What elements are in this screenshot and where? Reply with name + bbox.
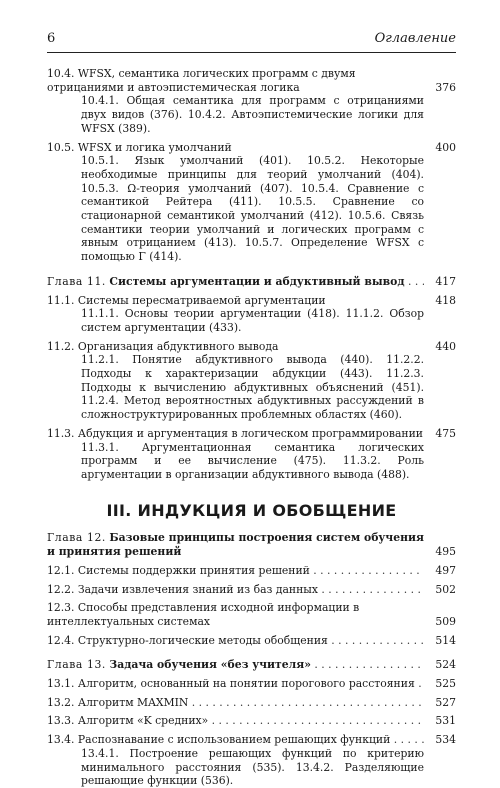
- toc-section-11-2[interactable]: [47, 340, 456, 354]
- chapter-label: Глава 12.: [47, 531, 106, 545]
- toc-section-10-5[interactable]: [47, 141, 456, 155]
- section-number: 10.5.: [47, 140, 75, 154]
- section-title: Распознавание с использованием решающих функций: [77, 733, 391, 747]
- toc-section-11-3[interactable]: [47, 427, 456, 441]
- section-number: 10.4.: [47, 67, 75, 80]
- section-page: 514: [435, 633, 456, 647]
- toc-section-13-4[interactable]: [47, 733, 456, 747]
- section-page: 497: [435, 563, 456, 577]
- toc-section-12-1[interactable]: [47, 564, 456, 578]
- section-page: 502: [435, 582, 456, 596]
- section-title: Алгоритм MAXMIN: [77, 695, 189, 709]
- toc-section-12-4[interactable]: [47, 634, 456, 648]
- section-title: Системы поддержки принятия решений: [77, 563, 310, 577]
- section-number: 13.1.: [47, 677, 75, 691]
- section-page: 527: [435, 695, 456, 709]
- toc-section-10-4[interactable]: [47, 67, 456, 94]
- section-title: WFSX и логика умолчаний: [77, 140, 232, 154]
- subsection-list: 11.1.1. Основы теории аргументации (418). 11.1.2. Обзор систем аргументации (433).: [81, 307, 424, 334]
- running-title: Оглавление: [374, 31, 456, 46]
- section-title: Задачи извлечения знаний из баз данных: [77, 582, 318, 596]
- toc-chapter-12[interactable]: [47, 531, 456, 558]
- toc-section-11-1[interactable]: [47, 294, 456, 308]
- chapter-page: 495: [435, 545, 456, 559]
- section-number: 13.3.: [47, 714, 75, 728]
- header-rule: [47, 52, 456, 53]
- subsection-list: 11.3.1. Аргументационная семантика логических программ и ее вычисление (475). 11.3.2. Роль аргументации в организации абдуктивного вывода (488).: [81, 440, 424, 481]
- chapter-title: Задача обучения «без учителя»: [109, 658, 311, 672]
- chapter-label: Глава 11.: [47, 274, 106, 288]
- section-number: 12.1.: [47, 563, 75, 577]
- running-header: [47, 31, 456, 49]
- section-title: Алгоритм «K средних»: [77, 714, 209, 728]
- section-title: Системы пересматриваемой аргументации: [77, 293, 326, 307]
- part-heading: III. ИНДУКЦИЯ И ОБОБЩЕНИЕ: [106, 500, 397, 520]
- toc-section-13-3[interactable]: [47, 714, 456, 728]
- section-title: WFSX, семантика логических программ с двумя отрицаниями и автоэпистемическая логика: [47, 67, 356, 94]
- section-page: 525: [435, 677, 456, 691]
- chapter-page: 524: [435, 658, 456, 672]
- toc-section-12-3[interactable]: [47, 601, 456, 628]
- toc-section-12-2[interactable]: [47, 583, 456, 597]
- section-number: 12.4.: [47, 633, 75, 647]
- toc-section-13-1[interactable]: [47, 677, 456, 691]
- section-page: 534: [435, 733, 456, 747]
- section-page: 400: [435, 140, 456, 154]
- toc-section-13-2[interactable]: [47, 696, 456, 710]
- section-page: 475: [435, 426, 456, 440]
- section-number: 11.1.: [47, 293, 75, 307]
- section-page: 376: [435, 80, 456, 94]
- subsection-list: 13.4.1. Построение решающих функций по критерию минимального расстояния (535). 13.4.2. Разделяющие решающие функции (536).: [81, 746, 424, 788]
- section-title: Способы представления исходной информации в интеллектуальных системах: [47, 601, 360, 628]
- section-number: 13.4.: [47, 733, 75, 747]
- section-title: Организация абдуктивного вывода: [77, 339, 279, 353]
- chapter-title: Системы аргументации и абдуктивный вывод: [109, 274, 405, 288]
- section-number: 12.2.: [47, 582, 75, 596]
- section-number: 13.2.: [47, 695, 75, 709]
- page-number: 6: [47, 31, 56, 46]
- section-number: 12.3.: [47, 601, 75, 615]
- chapter-title: Базовые принципы построения систем обучения и принятия решений: [47, 531, 424, 559]
- toc-chapter-11[interactable]: [47, 275, 456, 289]
- toc-chapter-13[interactable]: [47, 658, 456, 672]
- section-page: 509: [435, 614, 456, 628]
- chapter-page: 417: [435, 274, 456, 288]
- section-title: Абдукция и аргументация в логическом программировании: [77, 426, 423, 440]
- section-page: 418: [435, 293, 456, 307]
- section-title: Алгоритм, основанный на понятии порогового расстояния: [77, 677, 415, 691]
- section-page: 440: [435, 339, 456, 353]
- subsection-list: 10.5.1. Язык умолчаний (401). 10.5.2. Некоторые необходимые принципы для теорий умолчаний (404). 10.5.3. Ω-теория умолчаний (407). 10.5.4. Сравнение с семантикой Рейтера (411). 10.5.5. Сравнение со стационарной семантикой умолчаний (412). 10.5.6. Связь семантики теории умолчаний и логических программ с явным отрицанием (413). 10.5.7. Определение WFSX с помощью Γ (414).: [81, 154, 424, 264]
- section-number: 11.3.: [47, 426, 75, 440]
- section-title: Структурно-логические методы обобщения: [77, 633, 328, 647]
- section-number: 11.2.: [47, 339, 75, 353]
- chapter-label: Глава 13.: [47, 658, 106, 672]
- section-page: 531: [435, 714, 456, 728]
- table-of-contents: [47, 67, 456, 788]
- subsection-list: 11.2.1. Понятие абдуктивного вывода (440). 11.2.2. Подходы к характеризации абдукции (443). 11.2.3. Подходы к вычислению абдуктивных объяснений (451). 11.2.4. Метод вероятностных абдуктивных рассуждений в сложноструктурированных проблемных областях (460).: [81, 353, 424, 422]
- subsection-list: 10.4.1. Общая семантика для программ с отрицаниями двух видов (376). 10.4.2. Автоэпистемические логики для WFSX (389).: [81, 94, 424, 135]
